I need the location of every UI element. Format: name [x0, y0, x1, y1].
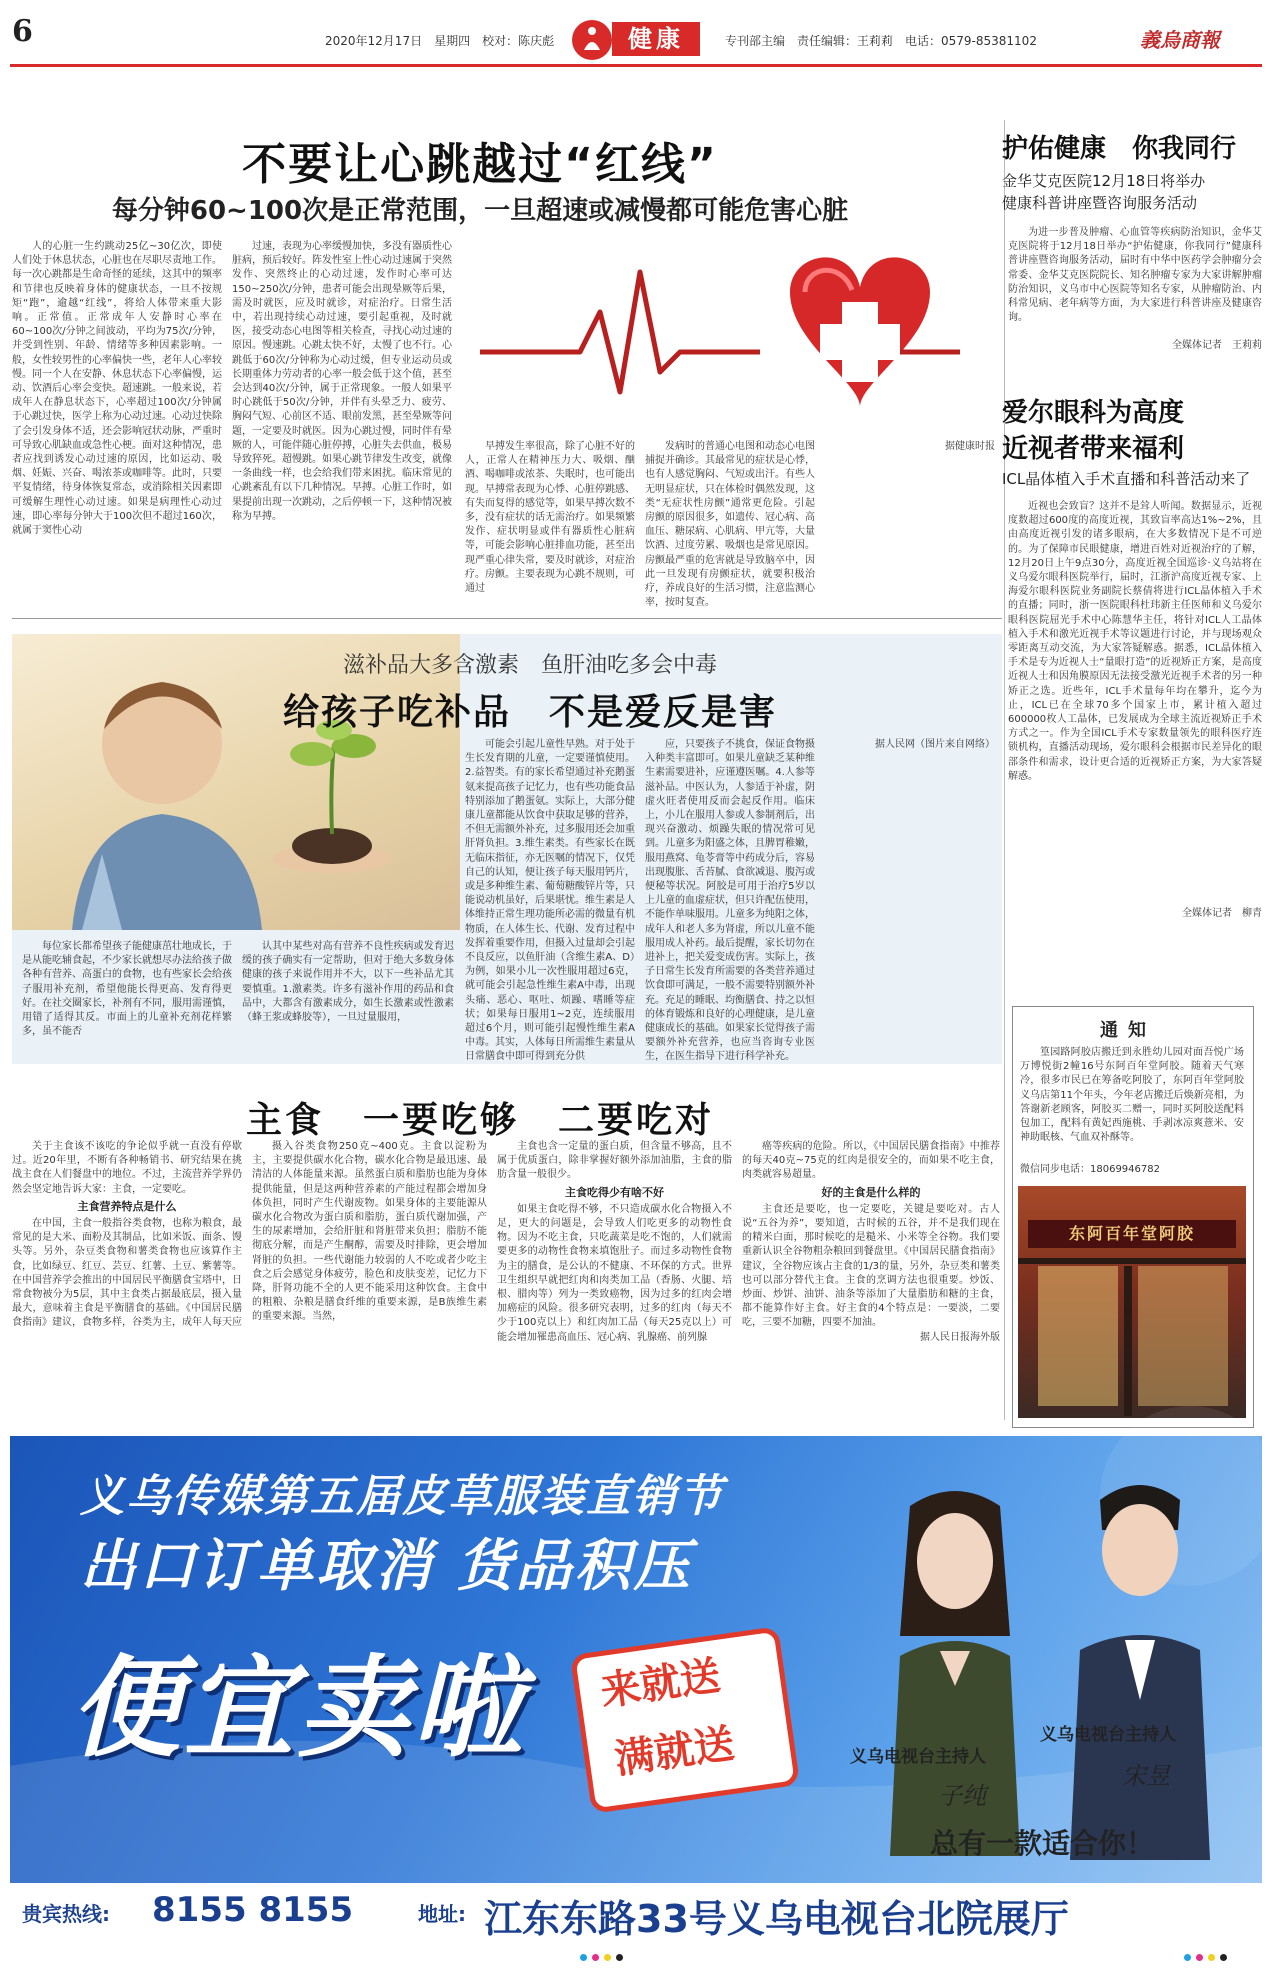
article2-column-5	[242, 940, 454, 1060]
article2-column-3	[825, 738, 995, 1060]
article3-subhead-3: 好的主食是什么样的	[821, 1185, 921, 1199]
ad-badge-line-1: 来就送	[597, 1652, 724, 1716]
article3-subhead-2: 主食吃得少有啥不好	[565, 1185, 664, 1199]
article2-column-1	[465, 738, 635, 1063]
registration-dot-icon	[1184, 1954, 1191, 1961]
article3-text: 如果主食吃得不够，不只造成碳水化合物摄入不足，更大的问题是，会导致人们吃更多的动物性食物。因为不吃主食，只吃蔬菜是吃不饱的，人们就需要更多的动物性食物来填饱肚子。而过多动物性食物为主的膳食，是公认的不健康、不环保的方式。世界卫生组织早就把红肉和肉类加工品（香肠、火腿、培根、腊肉等）列为一类致癌物，因为过多的红肉会增加癌症的风险。很多研究表明，过多的红肉（每天不少于100克以上）和红肉加工品（每天25克以上）可能会增加罹患高血压、冠心病、乳腺癌、前列腺	[497, 1203, 732, 1343]
notice-text: 篁园路阿胶店搬迁到永胜幼儿园对面吾悦广场万博悦街2幢16号东阿百年堂阿胶。随着天气寒冷，很多市民已在筹备吃阿胶了，东阿百年堂阿胶义乌店第11个年头，今年老店搬迁后焕新亮相，为答谢新老顾客，阿胶买二赠一，同时买阿胶送配料包加工，配料有黄妃西施桃、手剥冰凉爽薏米、安神助眠核、气血双补酥等。	[1020, 1047, 1244, 1144]
right2-title-line-1: 爱尔眼科为高度	[1002, 398, 1185, 428]
article2-column-4	[22, 940, 232, 1060]
right2-text: 近视也会致盲？这并不是耸人听闻。数据显示，近视度数超过600度的高度近视，其致盲率高达1%~2%，且由高度近视引发的诸多眼病，在大多数情况下是不可逆的。为了保障市民眼健康，增进百姓对近视治疗的了解，12月20日上午9点30分，高度近视全国巡诊·义乌站将在义乌爱尔眼科医院举行，届时，江浙沪高度近视专家、上海爱尔眼科医院业务副院长蔡倩将进行ICL晶体植入手术的直播；同时，浙一医院眼科杜玮新主任医师和义乌爱尔眼科医院屈光手术中心陈慧华主任，将针对ICL人工晶体植入手术和激光近视手术等议题进行讨论，并与现场观众零距离互动交流，为大家答疑解惑。据悉，ICL晶体植入手术是专为近视人士“量眼打造”的近视矫正方案，是高度近视人士和因角膜原因无法接受激光近视手术者的另一种矫正之选。近些年，ICL手术量每年均在攀升，迄今为止，ICL已在全球70多个国家上市，累计植入超过600000枚人工晶体，已发展成为全球主流近视矫正手术方式之一。作为全国ICL手术专家数量领先的眼科医疗连锁机构，直播活动现场，爱尔眼科会根据市民差异化的眼部条件和需求，设计更合适的近视矫正方案，为大家答疑解惑。	[1008, 501, 1262, 782]
ad-tagline: 总有一款适合你！	[930, 1827, 1155, 1860]
article1-subtitle: 每分钟60~100次是正常范围，一旦超速或减慢都可能危害心脏	[111, 196, 849, 226]
right2-subtitle: ICL晶体植入手术直播和科普活动来了	[1002, 470, 1251, 488]
right1-subtitle-2: 健康科普讲座暨咨询服务活动	[1002, 194, 1198, 212]
hotline-number: 8155 8155	[152, 1890, 354, 1930]
right2-body	[1008, 500, 1262, 900]
article3-title: 主食 一要吃够 二要吃对	[245, 1100, 714, 1141]
notice-title: 通知	[1100, 1020, 1156, 1041]
article2-text: 应，只要孩子不挑食，保证食物摄入种类丰富即可。如果儿童缺乏某种维生素需要进补，应谨遵医嘱。4.人参等滋补品。中医认为，人参适于补虚，阴虚火旺者使用反而会起反作用。临床上，小儿在服用人参或人参制剂后，出现兴奋激动、烦躁失眠的情况常可见到。儿童多为阳盛之体，且脾胃稚嫩，服用燕窝、龟苓膏等中药成分后，容易出现腹胀、舌苔腻、食欲减退、腹泻或便秘等状况。阿胶是可用于治疗5岁以上儿童的血虚症状，但只许配伍使用，不能作单味服用。儿童多为纯阳之体，成年人和老人多为肾虚，所以儿童不能服用成人补药。最后提醒，家长切勿在进补上，把关爱变成伤害。实际上，孩子日常生长发育所需要的各类营养通过饮食即可满足，一般不需要特别额外补充。充足的睡眠、均衡膳食、持之以恒的体育锻炼和良好的心理健康，是儿童健康成长的基础。如果家长觉得孩子需要额外补充营养，也应当咨询专业医生，在医生指导下进行科学补充。	[645, 739, 815, 1063]
article2-kicker: 滋补品大多含激素 鱼肝油吃多会中毒	[342, 653, 717, 678]
right1-text: 为进一步普及肿瘤、心血管等疾病防治知识，金华艾克医院将于12月18日举办“护佑健康，你我同行”健康科普讲座暨咨询服务活动，届时有中华中医药学会肿瘤分会常委、金华艾克医院院长、知名肿瘤专家为大家讲解肿瘤防治知识，义乌市中心医院等知名专家，从肿瘤防治、内科常见病、老年病等方面，为大家进行科普讲座及健康咨询。	[1008, 227, 1262, 324]
registration-dot-icon	[580, 1954, 587, 1961]
registration-dot-icon	[1196, 1954, 1203, 1961]
registration-dot-icon	[604, 1954, 611, 1961]
hotline-label: 贵宾热线:	[22, 1902, 110, 1926]
article1-column-1	[12, 240, 222, 602]
article3-text: 摄入谷类食物250克~400克。主食以淀粉为主，主要提供碳水化合物，碳水化合物是最迅速、最清洁的人体能量来源。虽然蛋白质和脂肪也能为身体提供能量，但是这两种营养素的产能过程都会增加身体负担，同时产生代谢废物。如果身体的主要能源从碳水化合物改为蛋白质和脂肪，蛋白质代谢加强，产生的尿素增加，会给肝脏和肾脏带来负担；脂肪不能彻底分解，而是产生酮醇，需要及时排除，更会增加肾脏的负担。一些代谢能力较弱的人不吃或者少吃主食之后会感觉身体疲劳，脸色和皮肤变差，记忆力下降，肝肾功能不全的人更不能采用这种饮食。主食中的粗粮、杂粮是膳食纤维的重要来源，是B族维生素的重要来源。当然，	[252, 1141, 487, 1323]
article1-byline: 据健康时报	[945, 441, 995, 452]
address-text: 江东东路33号义乌电视台北院展厅	[484, 1897, 1069, 1941]
right1-body	[1008, 226, 1262, 334]
heart-illustration	[460, 232, 990, 432]
masthead-logo: 義烏商報	[1140, 28, 1220, 52]
host-label-2: 义乌电视台主持人	[1040, 1725, 1176, 1745]
shop-front-icon	[1018, 1186, 1246, 1418]
article3-column-4	[742, 1140, 1000, 1422]
shop-photo	[1018, 1186, 1246, 1418]
ad-main-slogan: 便宜卖啦	[70, 1644, 526, 1772]
article1-title: 不要让心跳越过“红线”	[242, 139, 718, 190]
notice-contact: 微信同步电话：18069946782	[1020, 1164, 1160, 1175]
host-label-1: 义乌电视台主持人	[850, 1747, 986, 1767]
article3-text: 关于主食该不该吃的争论似乎就一直没有停歇过。近20年里，不断有各种畅销书、研究结果在挑战主食在人们餐盘中的地位。不过，主流营养学界仍然会坚定地告诉大家：主食，一定要吃。	[12, 1141, 242, 1195]
article2-text: 认其中某些对高有营养不良性疾病或发育迟缓的孩子确实有一定帮助，但对于绝大多数身体健康的孩子来说作用并不大，以下一些补品尤其要慎重。1.激素类。许多有滋补作用的药品和食品中，大都含有激素成分，如生长激素或性激素（蜂王浆或蜂胶等），一旦过量服用，	[242, 941, 454, 1024]
ad-subheadline: 出口订单取消 货品积压	[80, 1534, 693, 1599]
article3-text: 主食也含一定量的蛋白质，但含量不够高，且不属于优质蛋白，除非掌握好额外添加油脂，主食的脂肪含量一般很少。	[497, 1141, 732, 1181]
editor-line: 专刊部主编 责任编辑：王莉莉 电话：0579-85381102	[725, 34, 1037, 48]
section-title: 健康	[612, 22, 700, 56]
article3-column-1	[12, 1140, 242, 1422]
article3-column-2	[252, 1140, 487, 1422]
article1-text: 早搏发生率很高，除了心脏不好的人，正常人在精神压力大、吸烟、酗酒、喝咖啡或浓茶、失眠时，也可能出现。早搏常表现为心悸、心脏停跳感、有失而复得的感觉等，如果早搏次数不多，没有症状的话无需治疗。如果频繁发作、症状明显或伴有器质性心脏病等，可能会影响心脏排血功能，甚至出现严重心律失常，要及时就诊，对症治疗。房颤。主要表现为心跳不规则，可通过	[465, 441, 635, 595]
article2-text: 每位家长都希望孩子能健康茁壮地成长，于是从能吃辅食起，不少家长就想尽办法给孩子做各种有营养、高蛋白的食物，也有些家长会给孩子服用补充剂，希望他能长得更高、发育得更好。在社交圈家长，补剂有不同，服用需谨慎，用错了适得其反。市面上的儿童补充剂花样繁多，虽不能否	[22, 941, 232, 1038]
article1-text: 人的心脏一生约跳动25亿~30亿次，即使人们处于休息状态，心脏也在尽职尽责地工作。每一次心跳都是生命奇怪的延续，这其中的频率和节律也反映着身体的健康状态，一旦不按规矩“跑”，逾越“红线”，将给人体带来重大影响。正常值。正常成年人安静时心率在60~100次/分钟之间波动，平均为75次/分钟，并受到性别、年龄、情绪等多种因素影响。一般，女性较男性的心率偏快一些，老年人心率较慢。同一个人在安静、休息状态下心率偏慢，运动、饮酒后心率会变快。超速跳。一般来说，若成年人在静息状态下，心率超过100次/分钟属于心跳过快，医学上称为心动过速。心动过快除了会引发身体不适，还会影响冠状动脉，严重时可导致心肌缺血或急性心梗。面对这种情况，患者应找到诱发心动过速的原因，比如运动、吸烟、妊娠、兴奋、喝浓茶或咖啡等。此时，只要平复情绪，待身体恢复常态，或消除相关因素即可缓解生理性心动过速。如果是病理性心动过速，即心率每分钟大于100次但不超过160次，就属于窦性心动	[12, 241, 222, 537]
article1-column-5	[825, 440, 995, 602]
header-divider	[10, 64, 1262, 67]
registration-dot-icon	[592, 1954, 599, 1961]
column-divider	[1004, 120, 1005, 1420]
article3-text: 癌等疾病的危险。所以，《中国居民膳食指南》中推荐的每天40克~75克的红肉是很安全的，而如果不吃主食，肉类就容易超量。	[742, 1141, 1000, 1181]
article2-title: 给孩子吃补品 不是爱反是害	[282, 692, 777, 733]
right1-subtitle-1: 金华艾克医院12月18日将举办	[1002, 172, 1206, 190]
registration-dot-icon	[616, 1954, 623, 1961]
shop-sign: 东阿百年堂阿胶	[1028, 1220, 1236, 1248]
notice-body	[1020, 1046, 1244, 1156]
article3-subhead-1: 主食营养特点是什么	[77, 1199, 177, 1213]
right1-title: 护佑健康 你我同行	[1002, 134, 1237, 164]
article2-column-2	[645, 738, 815, 1063]
figure-icon	[582, 26, 602, 52]
article1-text: 发病时的普通心电图和动态心电图捕捉并确诊。其最常见的症状是心悸，也有人感觉胸闷、气短或出汗。有些人无明显症状，只在体检时偶然发现，这类“无症状性房颤”通常更危险。引起房颤的原因很多，如遗传、冠心病、高血压、糖尿病、心肌病、甲亢等，大量饮酒、过度劳累、吸烟也是常见原因。房颤最严重的危害就是导致脑卒中，因此一旦发现有房颤症状，就要积极治疗，养成良好的生活习惯，注意监测心率，按时复查。	[645, 441, 815, 609]
article3-text: 在中国，主食一般指谷类食物，也称为粮食，最常见的是大米、面粉及其制品，比如米饭、面条、馒头等。另外，杂豆类食物和薯类食物也应该算作主食，比如绿豆、红豆、芸豆、红薯、土豆、紫薯等。在中国营养学会推出的中国居民平衡膳食宝塔中，日常食物被分为5层，其中主食类占据最底层，摄入量最大，意味着主食是平衡膳食的基础。《中国居民膳食指南》建议，食物多样，谷类为主，成年人每天应	[12, 1218, 242, 1329]
article1-text: 过速，表现为心率缓慢加快，多没有器质性心脏病，预后较好。阵发性室上性心动过速属于突然发作、突然终止的心动过速，发作时心率可达150~250次/分钟，患者可能会出现晕厥等后果，需及时就医，应及时就诊，对症治疗。日常生活中，若出现持续心动过速，要引起重视，及时就医，接受动态心电图等相关检查，寻找心动过速的原因。慢速跳。心跳太快不好，太慢了也不行。心跳低于60次/分钟称为心动过缓，但专业运动员或长期重体力劳动者的心率一般会低于这个值，甚至会达到40次/分钟，属于正常现象。一般人如果平时心跳低于50次/分钟，并伴有头晕乏力、疲劳、胸闷气短、心前区不适、眼前发黑，甚至晕厥等问题，一定要及时就医。因为心跳过慢，同时伴有晕厥的人，可能伴随心脏停搏，心脏失去供血，极易导致猝死。超慢跳。如果心跳节律发生改变，就像一条曲线一样，也会给我们带来困扰。临床常见的心跳紊乱有以下几种情况。早搏。心脏工作时，如果提前出现一次跳动，之后停顿一下，这种情况被称为早搏。	[232, 241, 452, 522]
right2-title-line-2: 近视者带来福利	[1002, 434, 1185, 464]
right1-byline: 全媒体记者 王莉莉	[1172, 340, 1262, 351]
date-line: 2020年12月17日 星期四 校对：陈庆彪	[325, 34, 555, 48]
section-logo-icon	[572, 20, 612, 60]
address-label: 地址:	[418, 1902, 466, 1926]
article3-byline: 据人民日报海外版	[920, 1331, 1000, 1343]
ad-badge-line-2: 满就送	[611, 1720, 738, 1784]
registration-dot-icon	[1220, 1954, 1227, 1961]
page-number: 6	[12, 14, 33, 49]
article3-column-3	[497, 1140, 732, 1422]
male-host-photo	[1060, 1470, 1220, 1860]
right2-byline: 全媒体记者 柳青	[1182, 908, 1262, 919]
registration-dot-icon	[1208, 1954, 1215, 1961]
article1-column-2	[232, 240, 452, 602]
article-divider	[12, 618, 1002, 619]
article1-column-3	[465, 440, 635, 602]
article2-text: 可能会引起儿童性早熟。对于处于生长发育期的儿童，一定要谨慎使用。2.益智类。有的家长希望通过补充鹅蛋氨来提高孩子记忆力，也有些功能食品特别添加了鹅蛋氨。实际上，大部分健康儿童都能从饮食中获取足够的营养，不但无需额外补充，过多服用还会加重肝肾负担。3.维生素类。有些家长在既无临床指征，亦无医嘱的情况下，仅凭自己的认知，便让孩子每天服用钙片，或是多种维生素、葡萄糖酸锌片等，只能说动机虽好，后果堪忧。维生素是人体维持正常生理功能所必需的微量有机物质，在人体生长、代谢、发育过程中发挥着重要作用，但摄入过量却会引起不良反应，以鱼肝油（含维生素A、D）为例，如果小儿一次性服用超过6克，就可能会引起急性维生素A中毒，出现头痛、恶心、呕吐、烦躁、嗜睡等症状；如果每日服用1~2克，连续服用超过6个月，则可能引起慢性维生素A中毒。其实，人体每日所需维生素量从日常膳食中即可得到充分供	[465, 739, 635, 1063]
article1-column-4	[645, 440, 815, 609]
article3-text: 主食还是要吃，也一定要吃，关键是要吃对。古人说“五谷为养”，要知道，古时候的五谷，并不是我们现在的精米白面，那时候吃的是糙米、小米等全谷物。我们要重新认识全谷物粗杂粮回到餐盘里。《中国居民膳食指南》建议，全谷物应该占主食的1/3的量，另外，杂豆类和薯类也可以部分替代主食。主食的烹调方法也很重要。炒饭、炒面、炒饼、油饼、油条等添加了大量脂肪和糖的主食，都不能算作好主食。好主食的4个特点是：一要淡，二要吃，三要不加糖，四要不加油。	[742, 1203, 1000, 1329]
ad-headline: 义乌传媒第五届皮草服装直销节	[80, 1471, 724, 1522]
host-name-2: 宋昱	[1122, 1762, 1170, 1790]
article2-byline: 据人民网（图片来自网络）	[875, 739, 995, 750]
host-name-1: 子纯	[938, 1782, 986, 1810]
